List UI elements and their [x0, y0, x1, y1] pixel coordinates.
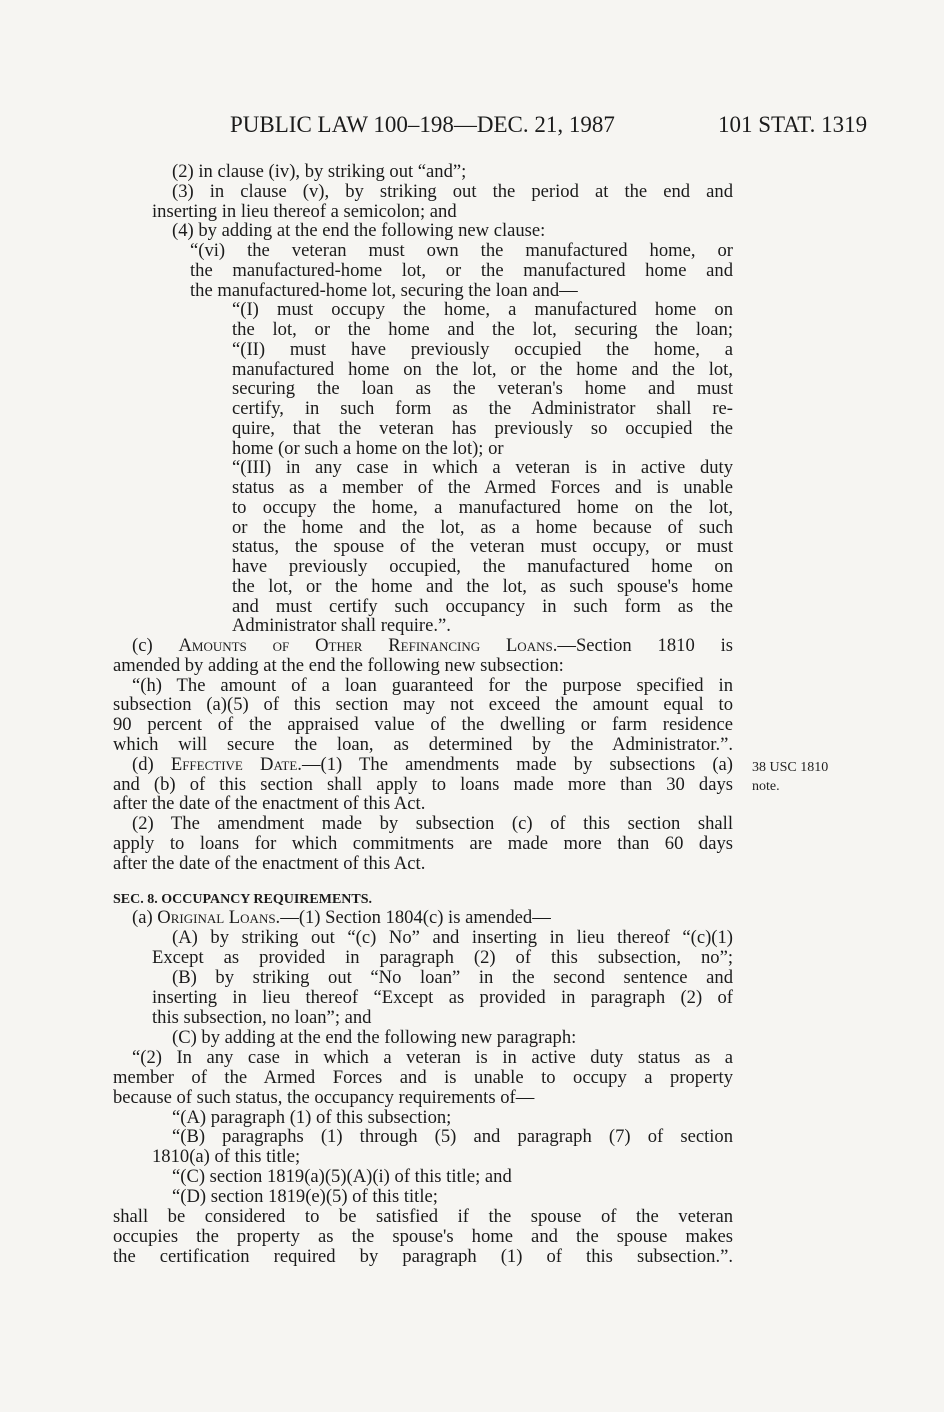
text-line: the manufactured-home lot, or the manufactured home and: [190, 259, 733, 281]
text-line: “(A) paragraph (1) of this subsection;: [172, 1106, 452, 1128]
text-line: (2) The amendment made by subsection (c) of this section shall: [132, 813, 733, 835]
text-line: “(I) must occupy the home, a manufactured home on: [232, 299, 733, 321]
text-line: “(vi) the veteran must own the manufactured home, or: [190, 240, 733, 261]
text-line: “(2) In any case in which a veteran is in active duty status as a: [132, 1046, 733, 1068]
text-line: or the home and the lot, as a home because of such: [232, 516, 733, 538]
text-line: “(D) section 1819(e)(5) of this title;: [172, 1186, 438, 1208]
text-line: (4) by adding at the end the following new clause:: [172, 220, 546, 242]
text-segment: (a): [132, 907, 158, 928]
text-line: Administrator shall require.”.: [232, 615, 451, 637]
text-line: the manufactured-home lot, securing the loan and—: [190, 279, 578, 301]
text-line: subsection (a)(5) of this section may not exceed the amount equal to: [113, 694, 733, 716]
text-line: [132, 636, 733, 656]
text-line: (2) in clause (iv), by striking out “and”;: [172, 161, 467, 182]
text-line: “(III) in any case in which a veteran is in active duty: [232, 457, 733, 479]
text-line: shall be considered to be satisfied if the spouse of the veteran: [113, 1206, 733, 1228]
text-line: securing the loan as the veteran's home and must: [232, 378, 733, 400]
subsection-heading: Amounts of Other Refinancing Loans.: [178, 635, 558, 656]
margin-note-citation: 38 USC 1810: [752, 760, 829, 775]
text-line: have previously occupied, the manufactured home on: [232, 556, 733, 577]
text-line: (3) in clause (v), by striking out the period at the end and: [172, 180, 733, 202]
text-line: and (b) of this section shall apply to loans made more than 30 days: [113, 773, 733, 795]
text-line: inserting in lieu thereof a semicolon; and: [152, 200, 457, 222]
text-line: “(II) must have previously occupied the home, a: [232, 338, 733, 360]
text-line: the lot, or the home and the lot, securing the loan;: [232, 319, 733, 340]
text-line: “(C) section 1819(a)(5)(A)(i) of this title; and: [172, 1166, 512, 1188]
text-line: Except as provided in paragraph (2) of this subsection, no”;: [152, 946, 733, 968]
text-line: manufactured home on the lot, or the home and the lot,: [232, 358, 733, 380]
text-line: 1810(a) of this title;: [152, 1146, 301, 1168]
text-line: status as a member of the Armed Forces and is unable: [232, 477, 733, 498]
text-line: “(h) The amount of a loan guaranteed for the purpose specified in: [132, 674, 733, 696]
text-line: [132, 908, 551, 928]
subsection-heading: Effective Date.: [170, 753, 302, 775]
text-line: quire, that the veteran has previously so occupied the: [232, 417, 733, 439]
text-line: the lot, or the home and the lot, as such spouse's home: [232, 575, 733, 597]
running-header-title: PUBLIC LAW 100–198—DEC. 21, 1987: [230, 112, 615, 137]
text-line: (C) by adding at the end the following new paragraph:: [172, 1026, 577, 1048]
text-line: because of such status, the occupancy requirements of—: [113, 1086, 535, 1108]
statute-page-number: 101 STAT. 1319: [718, 112, 868, 137]
margin-note-label: note.: [752, 779, 780, 794]
subsection-heading: Original Loans.: [157, 907, 281, 928]
text-segment: (d): [132, 753, 171, 775]
text-line: the certification required by paragraph (1) of this subsection.”.: [113, 1246, 733, 1268]
text-line: “(B) paragraphs (1) through (5) and paragraph (7) of section: [172, 1126, 733, 1148]
text-line: and must certify such occupancy in such form as the: [232, 595, 733, 617]
text-line: apply to loans for which commitments are made more than 60 days: [113, 833, 733, 854]
text-line: (B) by striking out “No loan” in the second sentence and: [172, 966, 733, 988]
text-line: after the date of the enactment of this Act.: [113, 852, 426, 874]
text-line: member of the Armed Forces and is unable to occupy a property: [113, 1066, 733, 1088]
text-line: after the date of the enactment of this Act.: [113, 793, 426, 815]
text-segment: (c): [132, 635, 179, 656]
text-segment: —(1) Section 1804(c) is amended—: [280, 907, 551, 928]
text-line: to occupy the home, a manufactured home on the lot,: [232, 496, 733, 518]
section-heading: SEC. 8. OCCUPANCY REQUIREMENTS.: [113, 892, 373, 907]
text-line: this subsection, no loan”; and: [152, 1006, 372, 1028]
text-segment: —(1) The amendments made by subsections (a): [301, 753, 733, 775]
text-line: [132, 755, 733, 775]
text-line: amended by adding at the end the following new subsection:: [113, 654, 564, 676]
text-line: inserting in lieu thereof “Except as provided in paragraph (2) of: [152, 986, 733, 1008]
text-line: 90 percent of the appraised value of the dwelling or farm residence: [113, 714, 733, 736]
text-line: certify, in such form as the Administrator shall re-: [232, 398, 733, 419]
text-line: status, the spouse of the veteran must occupy, or must: [232, 536, 733, 558]
text-line: occupies the property as the spouse's home and the spouse makes: [113, 1226, 733, 1248]
text-line: home (or such a home on the lot); or: [232, 437, 504, 459]
text-line: (A) by striking out “(c) No” and inserting in lieu thereof “(c)(1): [172, 926, 733, 948]
text-segment: —Section 1810 is: [557, 635, 733, 656]
text-line: which will secure the loan, as determined by the Administrator.”.: [113, 734, 733, 755]
